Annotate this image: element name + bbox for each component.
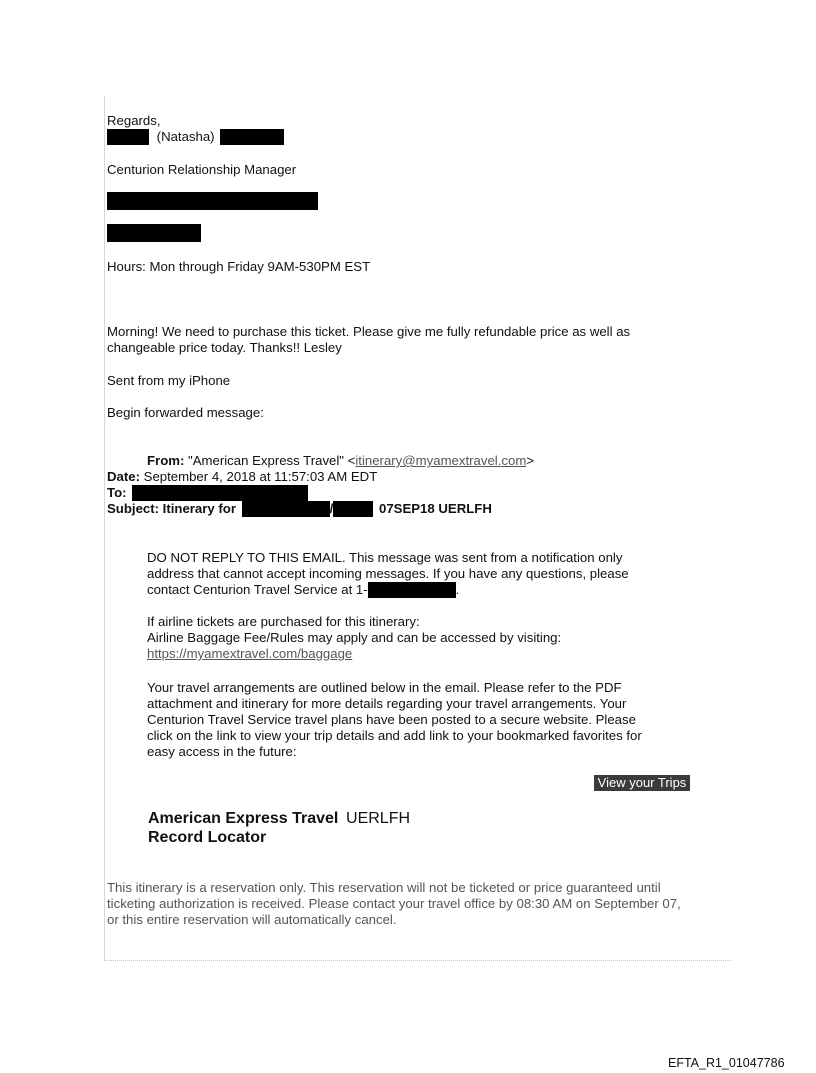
- redaction-block: [368, 582, 456, 598]
- record-locator-code: UERLFH: [346, 810, 411, 827]
- from-close: >: [526, 453, 535, 468]
- left-border: [104, 96, 105, 960]
- signature-nickname: (Natasha): [156, 129, 215, 144]
- document-id: EFTA_R1_01047786: [668, 1056, 785, 1070]
- notice-contact-end: .: [455, 582, 460, 597]
- regards-text: Regards,: [107, 113, 161, 128]
- message-body-line: Morning! We need to purchase this ticket. Please give me fully refundable price as well as: [107, 324, 631, 339]
- arrangements-line: attachment and itinerary for more details regarding your travel arrangements. Your: [147, 696, 627, 711]
- from-label: From:: [147, 453, 185, 468]
- baggage-link[interactable]: https://myamextravel.com/baggage: [147, 646, 353, 661]
- arrangements-line: easy access in the future:: [147, 744, 297, 759]
- from-email-link[interactable]: itinerary@myamextravel.com: [355, 453, 527, 468]
- record-locator-title: American Express Travel: [148, 810, 339, 827]
- baggage-line: If airline tickets are purchased for this itinerary:: [147, 614, 420, 629]
- begin-forwarded-text: Begin forwarded message:: [107, 405, 264, 420]
- redaction-block: [242, 501, 330, 517]
- signature-title: Centurion Relationship Manager: [107, 162, 297, 177]
- redaction-block: [107, 129, 149, 145]
- subject-slash: /: [329, 501, 334, 516]
- redaction-block: [132, 485, 308, 501]
- message-body-line: changeable price today. Thanks!! Lesley: [107, 340, 342, 355]
- sent-from-text: Sent from my iPhone: [107, 373, 231, 388]
- notice-line: address that cannot accept incoming messages. If you have any questions, please: [147, 566, 629, 581]
- view-trips-button[interactable]: View your Trips: [594, 775, 690, 791]
- arrangements-line: click on the link to view your trip details and add link to your bookmarked favorites for: [147, 728, 642, 743]
- to-label: To:: [107, 485, 127, 500]
- reservation-note-line: This itinerary is a reservation only. This reservation will not be ticketed or price guaranteed until: [107, 880, 661, 895]
- notice-contact-text: contact Centurion Travel Service at 1-: [147, 582, 368, 597]
- redaction-block: [107, 224, 201, 242]
- record-locator-heading: [148, 809, 410, 828]
- from-name: "American Express Travel" <: [188, 453, 356, 468]
- date-label: Date:: [107, 469, 140, 484]
- baggage-line: Airline Baggage Fee/Rules may apply and can be accessed by visiting:: [147, 630, 562, 645]
- from-header: [147, 453, 534, 469]
- date-value: September 4, 2018 at 11:57:03 AM EDT: [139, 469, 378, 484]
- subject-tail: 07SEP18 UERLFH: [379, 501, 492, 516]
- notice-line: DO NOT REPLY TO THIS EMAIL. This message was sent from a notification only: [147, 550, 623, 565]
- subject-label: Subject: Itinerary for: [107, 501, 236, 516]
- reservation-note-line: or this entire reservation will automatically cancel.: [107, 912, 397, 927]
- arrangements-line: Centurion Travel Service travel plans have been posted to a secure website. Please: [147, 712, 636, 727]
- reservation-note-line: ticketing authorization is received. Please contact your travel office by 08:30 AM on September 07,: [107, 896, 681, 911]
- redaction-block: [107, 192, 318, 210]
- redaction-block: [333, 501, 373, 517]
- signature-name-line: [107, 129, 284, 145]
- arrangements-line: Your travel arrangements are outlined below in the email. Please refer to the PDF: [147, 680, 622, 695]
- bottom-border: [104, 960, 732, 961]
- date-header: [107, 469, 377, 485]
- redaction-block: [220, 129, 284, 145]
- record-locator-subtitle: Record Locator: [148, 829, 267, 846]
- subject-header: [107, 501, 492, 517]
- to-header: [107, 485, 308, 501]
- notice-line: [147, 582, 459, 598]
- signature-hours: Hours: Mon through Friday 9AM-530PM EST: [107, 259, 371, 274]
